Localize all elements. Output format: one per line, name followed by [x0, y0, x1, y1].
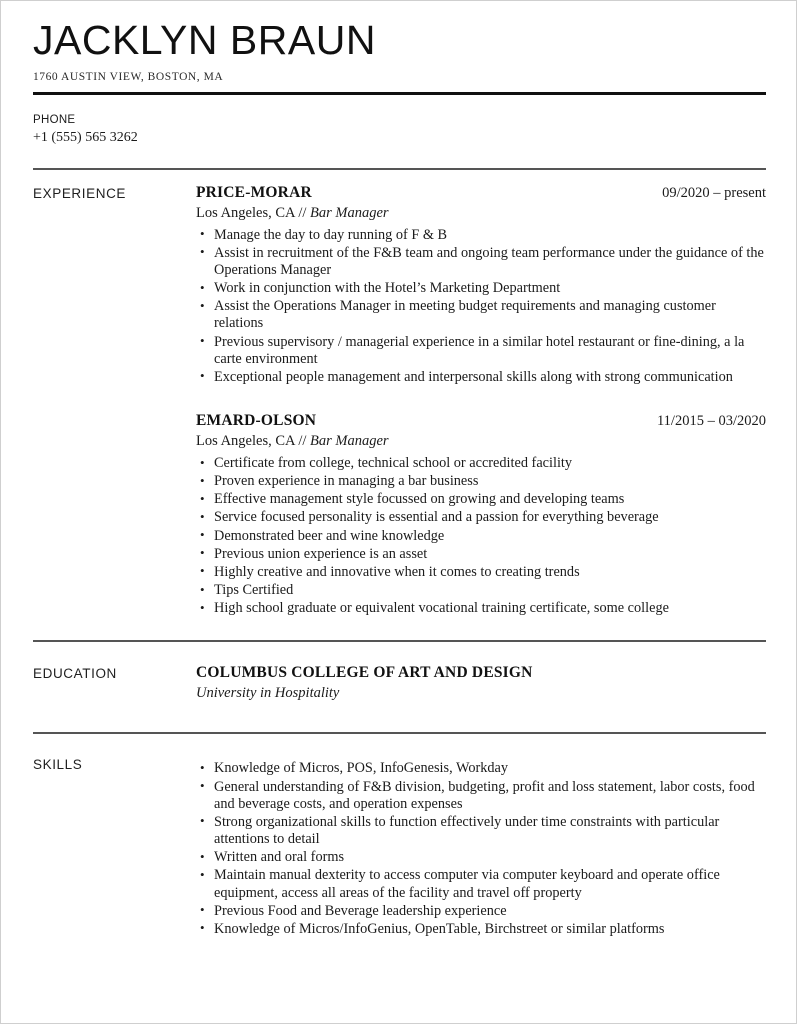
- job-role: Bar Manager: [310, 433, 389, 450]
- experience-entry: [196, 412, 766, 617]
- job-role: Bar Manager: [310, 204, 389, 221]
- list-item: • Previous supervisory / managerial experience in a similar hotel restaurant or fine-dining, a la carte environment: [196, 334, 766, 368]
- list-item: • Written and oral forms: [196, 849, 766, 866]
- education-entries: [196, 664, 766, 702]
- spacer: [33, 618, 766, 640]
- education-entry: [196, 664, 766, 702]
- spacer: [33, 702, 766, 732]
- resume-header: [33, 19, 766, 148]
- list-item: • Manage the day to day running of F & B: [196, 227, 766, 244]
- job-subtitle: [196, 205, 766, 222]
- employment-dates: 09/2020 – present: [662, 184, 766, 201]
- list-item: • Strong organizational skills to function effectively under time constraints with particular attentions to detail: [196, 814, 766, 848]
- list-item: • Highly creative and innovative when it comes to creating trends: [196, 564, 766, 581]
- phone-value: +1 (555) 565 3262: [33, 129, 138, 145]
- header-divider: [33, 92, 766, 95]
- employment-dates: 11/2015 – 03/2020: [656, 413, 766, 430]
- list-item: • High school graduate or equivalent vocational training certificate, some college: [196, 600, 766, 617]
- address-line: 1760 AUSTIN VIEW, BOSTON, MA: [33, 71, 224, 84]
- list-item: • Assist in recruitment of the F&B team and ongoing team performance under the guidance of the Operations Manager: [196, 245, 766, 279]
- list-item: • General understanding of F&B division, budgeting, profit and loss statement, labor costs, food and beverage costs, and operation expenses: [196, 779, 766, 813]
- list-item: • Previous Food and Beverage leadership experience: [196, 903, 766, 920]
- phone-label: PHONE: [33, 114, 76, 127]
- experience-entries: [196, 184, 766, 619]
- responsibility-list: [196, 227, 766, 386]
- section-education: [33, 664, 766, 702]
- spacer: [33, 734, 766, 755]
- job-subtitle: [196, 433, 766, 450]
- experience-entry: [196, 184, 766, 386]
- company-name: PRICE-MORAR: [196, 183, 312, 201]
- resume-content: [33, 1, 766, 939]
- degree-name: University in Hospitality: [196, 685, 340, 702]
- section-label-experience: EXPERIENCE: [33, 185, 127, 201]
- list-item: • Knowledge of Micros/InfoGenius, OpenTable, Birchstreet or similar platforms: [196, 921, 766, 938]
- list-item: • Effective management style focussed on growing and developing teams: [196, 491, 766, 508]
- list-item: • Tips Certified: [196, 582, 766, 599]
- skills-entries: [196, 755, 766, 939]
- job-location: Los Angeles, CA: [196, 204, 295, 221]
- list-item: • Demonstrated beer and wine knowledge: [196, 528, 766, 545]
- skills-list: [196, 760, 766, 938]
- page-title: JACKLYN BRAUN: [33, 17, 376, 63]
- list-item: • Knowledge of Micros, POS, InfoGenesis, Workday: [196, 760, 766, 777]
- spacer: [33, 170, 766, 184]
- company-name: EMARD-OLSON: [196, 412, 317, 430]
- spacer: [33, 148, 766, 168]
- experience-entry-header: [196, 184, 766, 202]
- list-item: • Assist the Operations Manager in meeting budget requirements and managing customer relations: [196, 298, 766, 332]
- job-separator: //: [294, 433, 310, 450]
- responsibility-list: [196, 455, 766, 617]
- list-item: • Work in conjunction with the Hotel’s Marketing Department: [196, 280, 766, 297]
- list-item: • Exceptional people management and interpersonal skills along with strong communication: [196, 369, 766, 386]
- section-label-skills: SKILLS: [33, 757, 83, 773]
- section-label-education: EDUCATION: [33, 666, 117, 682]
- section-skills: [33, 755, 766, 939]
- contact-block: [33, 112, 766, 148]
- job-location: Los Angeles, CA: [196, 433, 295, 450]
- list-item: • Proven experience in managing a bar business: [196, 473, 766, 490]
- spacer: [33, 642, 766, 664]
- section-experience: [33, 184, 766, 619]
- experience-entry-header: [196, 412, 766, 430]
- job-separator: //: [294, 204, 310, 221]
- list-item: • Certificate from college, technical school or accredited facility: [196, 455, 766, 472]
- school-name: COLUMBUS COLLEGE OF ART AND DESIGN: [196, 664, 533, 682]
- list-item: • Previous union experience is an asset: [196, 546, 766, 563]
- list-item: • Maintain manual dexterity to access computer via computer keyboard and operate office equipment, access all areas of the facility and travel off property: [196, 867, 766, 901]
- list-item: • Service focused personality is essential and a passion for everything beverage: [196, 509, 766, 526]
